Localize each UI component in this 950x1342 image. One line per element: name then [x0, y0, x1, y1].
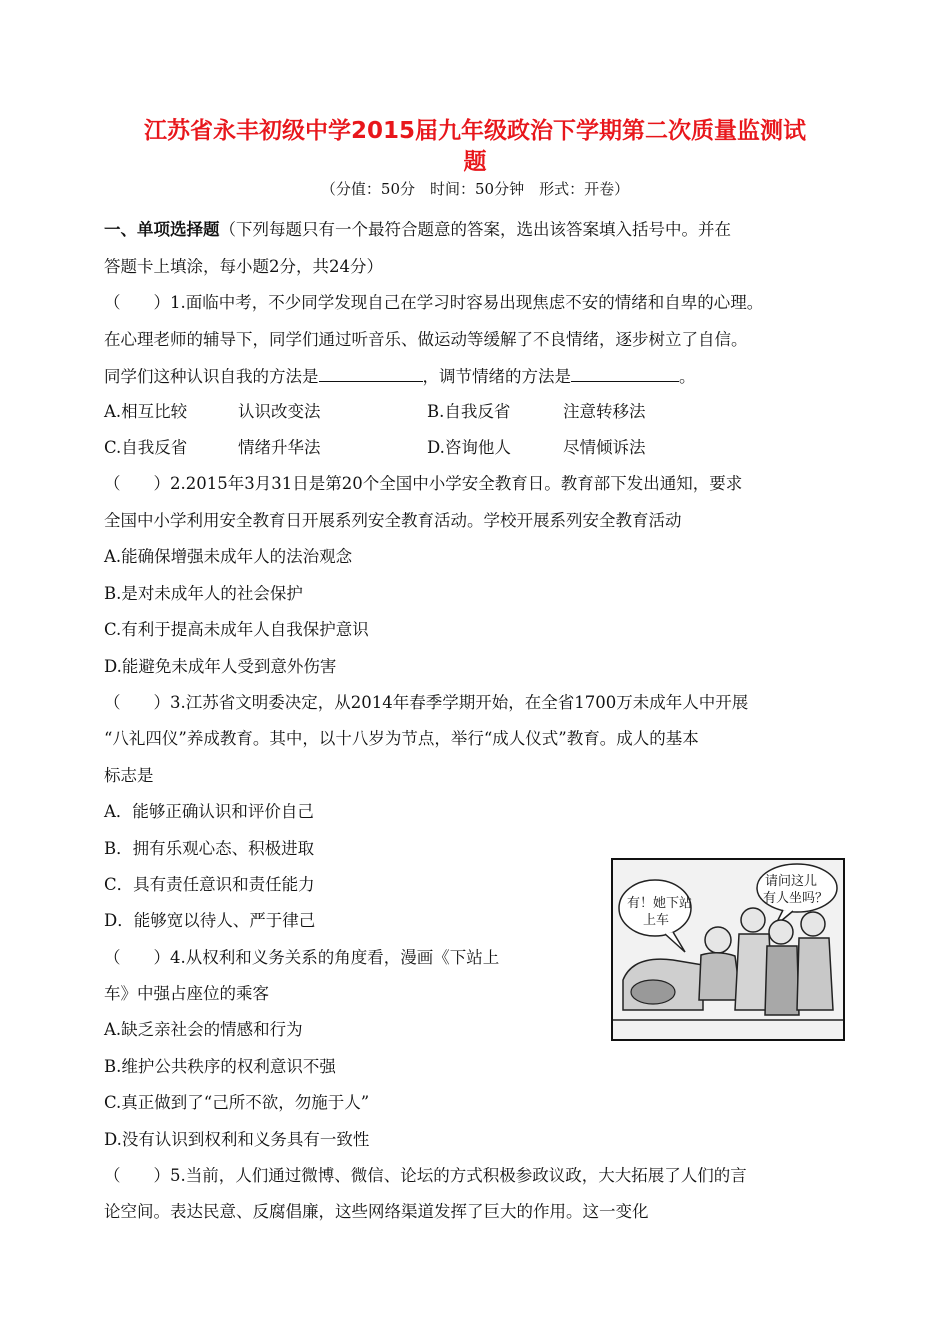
q4-option-d: D.没有认识到权利和义务具有一致性	[104, 1130, 370, 1149]
q1-answer-blank-1[interactable]	[319, 365, 423, 382]
q2-option-a: A.能确保增强未成年人的法治观念	[104, 547, 353, 566]
exam-meta: （分值：50分 时间：50分钟 形式：开卷）	[320, 180, 630, 198]
q2-line-2: 全国中小学利用安全教育日开展系列安全教育活动。学校开展系列安全教育活动	[104, 511, 682, 530]
q1-text-b: ，调节情绪的方法是	[422, 367, 571, 386]
q4-option-c: C.真正做到了“己所不欲，勿施于人”	[104, 1093, 370, 1112]
q3-option-b: B．拥有乐观心态、积极进取	[104, 839, 315, 858]
q1-option-a-1: A.相互比较	[104, 402, 188, 421]
bubble-left-text-1: 有！她下站	[627, 896, 693, 911]
q1-answer-blank-2[interactable]	[571, 365, 679, 382]
q1-option-d-2: 尽情倾诉法	[563, 438, 646, 457]
section-1-intro	[104, 219, 731, 241]
section-instructions-1: （下列每题只有一个最符合题意的答案，选出该答案填入括号中。并在	[219, 220, 731, 239]
q1-option-d-1: D.咨询他人	[427, 438, 511, 457]
q1-option-c-2: 情绪升华法	[238, 438, 321, 457]
bubble-left-text-2: 上车	[643, 913, 670, 928]
section-instructions-2: 答题卡上填涂，每小题2分，共24分）	[104, 257, 383, 276]
q1-option-b-2: 注意转移法	[563, 402, 646, 421]
exam-title	[100, 116, 850, 178]
cartoon-illustration	[613, 860, 843, 1039]
q1-option-c-1: C.自我反省	[104, 438, 188, 457]
cartoon-image	[611, 858, 845, 1041]
q3-option-a: A．能够正确认识和评价自己	[104, 802, 314, 821]
q1-line-3	[104, 365, 696, 388]
q4-line-2: 车》中强占座位的乘客	[104, 984, 269, 1003]
q1-text-a: 同学们这种认识自我的方法是	[104, 367, 319, 386]
q2-option-b: B.是对未成年人的社会保护	[104, 584, 303, 603]
q4-option-b: B.维护公共秩序的权利意识不强	[104, 1057, 336, 1076]
q1-line-1: （ ）1.面临中考，不少同学发现自己在学习时容易出现焦虑不安的情绪和自卑的心理。	[104, 293, 764, 312]
q1-option-a-2: 认识改变法	[238, 402, 321, 421]
q1-option-b-1: B.自我反省	[427, 402, 511, 421]
q4-option-a: A.缺乏亲社会的情感和行为	[104, 1020, 303, 1039]
bubble-right-text-1: 请问这儿	[765, 874, 818, 889]
q5-line-1: （ ）5.当前，人们通过微博、微信、论坛的方式积极参政议政，大大拓展了人们的言	[104, 1166, 747, 1185]
q2-option-d: D.能避免未成年人受到意外伤害	[104, 657, 337, 676]
q3-option-c: C．具有责任意识和责任能力	[104, 875, 315, 894]
q2-option-c: C.有利于提高未成年人自我保护意识	[104, 620, 369, 639]
bubble-right-text-2: 有人坐吗？	[763, 891, 829, 906]
q4-line-1: （ ）4.从权利和义务关系的角度看，漫画《下站上	[104, 948, 500, 967]
q1-line-2: 在心理老师的辅导下，同学们通过听音乐、做运动等缓解了不良情绪，逐步树立了自信。	[104, 330, 748, 349]
q1-text-c: 。	[679, 367, 696, 386]
q3-line-3: 标志是	[104, 766, 154, 785]
q3-line-2: “八礼四仪”养成教育。其中，以十八岁为节点，举行“成人仪式”教育。成人的基本	[104, 729, 699, 748]
title-line-1: 江苏省永丰初级中学2015届九年级政治下学期第二次质量监测试	[143, 118, 806, 144]
q3-line-1: （ ）3.江苏省文明委决定，从2014年春季学期开始，在全省1700万未成年人中开展	[104, 693, 749, 712]
title-line-2: 题	[463, 149, 487, 175]
section-heading: 一、单项选择题	[104, 220, 220, 239]
q3-option-d: D．能够宽以待人、严于律己	[104, 911, 316, 930]
q5-line-2: 论空间。表达民意、反腐倡廉，这些网络渠道发挥了巨大的作用。这一变化	[104, 1202, 649, 1221]
q2-line-1: （ ）2.2015年3月31日是第20个全国中小学安全教育日。教育部下发出通知，要求	[104, 474, 743, 493]
